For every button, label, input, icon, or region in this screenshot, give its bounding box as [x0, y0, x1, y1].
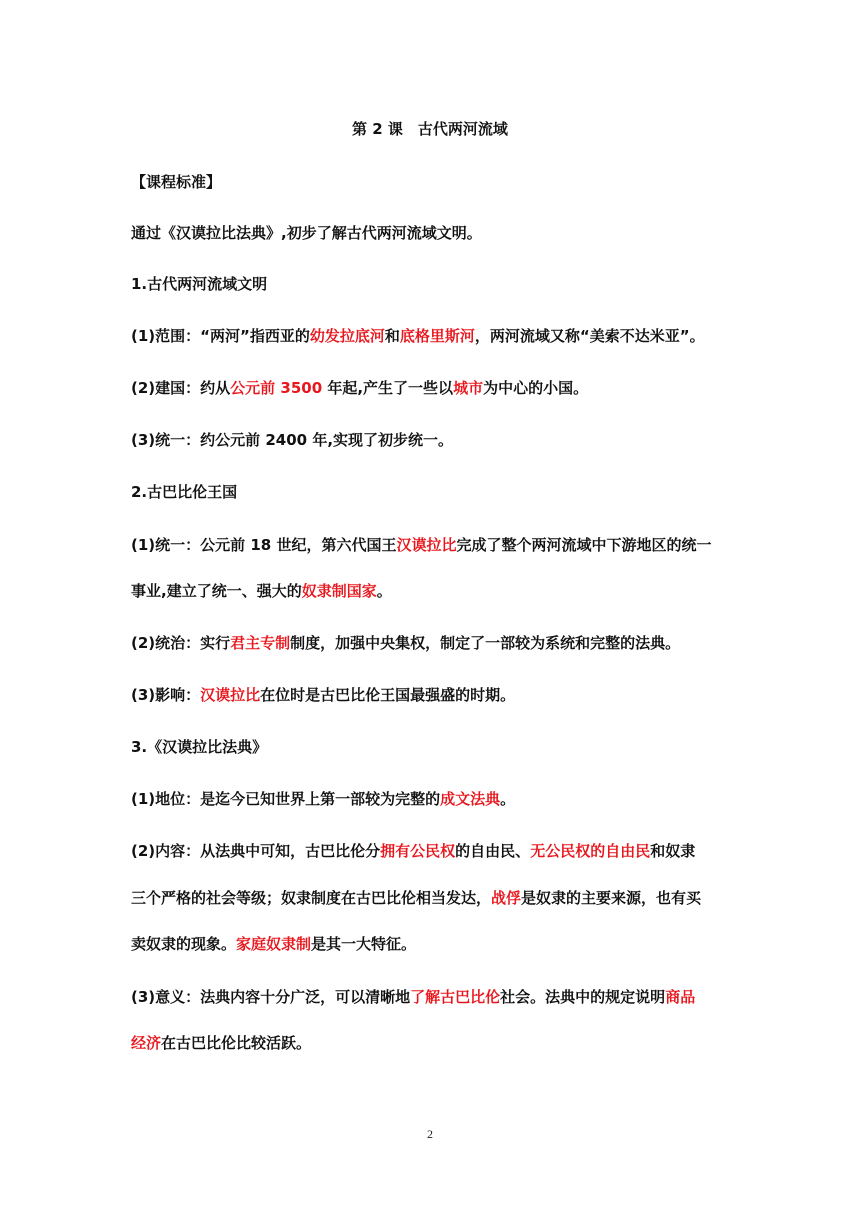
paragraph-babylon-unification-line1: [131, 534, 731, 556]
highlight-city: 城市: [453, 379, 484, 397]
text: 为中心的小国。: [483, 379, 589, 397]
heading-mesopotamia-civilization: 1.古代两河流域文明: [131, 275, 268, 293]
page-number: 2: [427, 1127, 433, 1141]
text: 完成了整个两河流域中下游地区的统一: [456, 536, 712, 554]
paragraph-content-line1: [131, 840, 731, 862]
text: 三个严格的社会等级；奴隶制度在古巴比伦相当发达，: [131, 889, 492, 907]
highlight-hammurabi: 汉谟拉比: [396, 536, 457, 554]
paragraph-founding: [131, 377, 731, 399]
paragraph-content-line2: [131, 887, 731, 909]
text: 社会。法典中的规定说明: [500, 988, 666, 1006]
paragraph-significance-line1: [131, 986, 731, 1008]
text: (3)意义：法典内容十分广泛，可以清晰地: [131, 988, 411, 1006]
lesson-title: 第 2 课 古代两河流域: [352, 120, 508, 138]
text: 卖奴隶的现象。: [131, 935, 237, 953]
highlight-domestic-slavery: 家庭奴隶制: [236, 935, 312, 953]
text: (2)统治：实行: [131, 634, 231, 652]
paragraph-rule: [131, 632, 731, 654]
heading-old-babylon: 2.古巴比伦王国: [131, 483, 238, 501]
text: 在位时是古巴比伦王国最强盛的时期。: [260, 686, 516, 704]
text: 的自由民、: [455, 842, 531, 860]
text: 年起,产生了一些以: [322, 379, 454, 397]
highlight-commodity: 商品: [665, 988, 696, 1006]
paragraph-significance-line2: [131, 1032, 731, 1054]
text: 和: [384, 327, 400, 345]
highlight-written-code: 成文法典: [440, 790, 501, 808]
highlight-prisoners-of-war: 战俘: [491, 889, 522, 907]
highlight-understand-babylon: 了解古巴比伦: [410, 988, 501, 1006]
heading-code-of-hammurabi: 3.《汉谟拉比法典》: [131, 738, 268, 756]
text: 事业,建立了统一、强大的: [131, 582, 302, 600]
text: 和奴隶: [650, 842, 696, 860]
paragraph-influence: [131, 684, 731, 706]
text: (1)范围：“两河”指西亚的: [131, 327, 310, 345]
paragraph-status: [131, 788, 731, 810]
highlight-slave-state: 奴隶制国家: [301, 582, 377, 600]
highlight-euphrates: 幼发拉底河: [309, 327, 385, 345]
highlight-autocracy: 君主专制: [230, 634, 291, 652]
highlight-citizens: 拥有公民权: [380, 842, 456, 860]
highlight-tigris: 底格里斯河: [399, 327, 475, 345]
highlight-non-citizens: 无公民权的自由民: [530, 842, 651, 860]
text: 制度，加强中央集权，制定了一部较为系统和完整的法典。: [290, 634, 681, 652]
text: (1)统一：公元前 18 世纪，第六代国王: [131, 536, 397, 554]
paragraph-unification: (3)统一：约公元前 2400 年,实现了初步统一。: [131, 431, 454, 449]
text: 。: [376, 582, 392, 600]
text: ，两河流域又称“美索不达米亚”。: [474, 327, 705, 345]
highlight-3500bc: 公元前 3500: [230, 379, 323, 397]
text: (3)影响：: [131, 686, 201, 704]
highlight-economy: 经济: [131, 1034, 162, 1052]
text: (2)建国：约从: [131, 379, 231, 397]
text: 在古巴比伦比较活跃。: [161, 1034, 312, 1052]
curriculum-standard: 通过《汉谟拉比法典》,初步了解古代两河流域文明。: [131, 224, 482, 242]
text: 是其一大特征。: [311, 935, 417, 953]
paragraph-content-line3: [131, 933, 731, 955]
paragraph-scope: [131, 325, 731, 347]
paragraph-babylon-unification-line2: [131, 580, 731, 602]
text: (1)地位：是迄今已知世界上第一部较为完整的: [131, 790, 441, 808]
text: 是奴隶的主要来源，也有买: [521, 889, 702, 907]
section-header: 【课程标准】: [131, 173, 222, 191]
text: 。: [500, 790, 516, 808]
text: (2)内容：从法典中可知，古巴比伦分: [131, 842, 381, 860]
highlight-hammurabi: 汉谟拉比: [200, 686, 261, 704]
